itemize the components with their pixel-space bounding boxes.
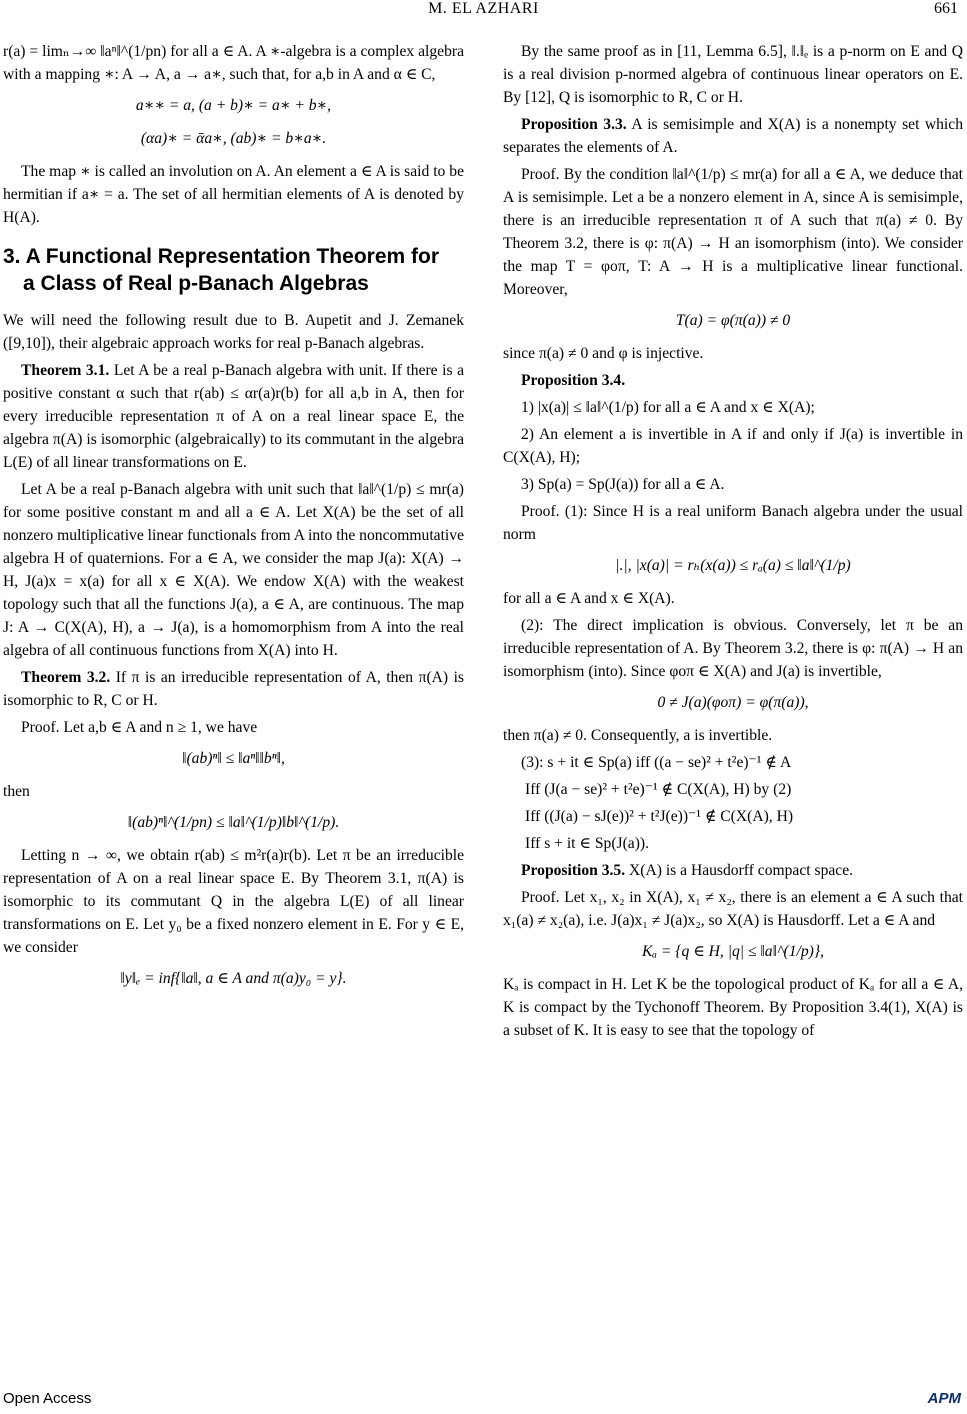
paragraph: The map ∗ is called an involution on A. An element a ∈ A is said to be hermitian if a∗ = a. The set of all hermitian elements of A is denoted by H(A).: [3, 163, 464, 226]
paragraph: By the same proof as in [11, Lemma 6.5], ‖.‖ₑ is a p-norm on E and Q is a real division p-normed algebra of continuous linear operators on E. By [12], Q is isomorphic to R, C or H.: [503, 43, 963, 106]
paragraph: for all a ∈ A and x ∈ X(A).: [503, 590, 675, 607]
list-item: 2) An element a is invertible in A if and only if J(a) is invertible in C(X(A), H);: [503, 426, 963, 466]
page-number: 661: [934, 0, 958, 17]
paragraph: We will need the following result due to B. Aupetit and J. Zemanek ([9,10]), their algebraic approach works for real p-Banach algebras.: [3, 312, 464, 352]
footer-open-access: Open Access: [3, 1390, 92, 1407]
theorem-text: Let A be a real p-Banach algebra with unit. If there is a positive constant α such that r(ab) ≤ αr(a)r(b) for all a,b in A, then for every irreducible representation π of A on a real linear space E, the algebra π(A) is isomorphic (algebraically) to its commutant in the algebra L(E) of all linear transformations on E.: [3, 362, 464, 471]
proof-step: Iff ((J(a) − sJ(e))² + t²J(e))⁻¹ ∉ C(X(A), H): [525, 808, 794, 825]
paragraph: Letting n → ∞, we obtain r(ab) ≤ m²r(a)r(b). Let π be an irreducible representation of A on a real linear space E. By Theorem 3.1, π(A) is isomorphic to its commutant Q in the algebra L(E) of all linear transformations on E. Let y₀ be a fixed nonzero element in E. For y ∈ E, we consider: [3, 847, 464, 956]
paragraph: r(a) = limₙ→∞ ‖aⁿ‖^(1/pn) for all a ∈ A. A ∗-algebra is a complex algebra with a mapping ∗: A → A, a → a∗, such that, for a,b in A and α ∈ C,: [3, 43, 464, 83]
paragraph: Proof. By the condition ‖a‖^(1/p) ≤ mr(a) for all a ∈ A, we deduce that A is semisimple. Let a be a nonzero element in A, since A is semisimple, there is an irreducible representation π of A such that π(a) ≠ 0. By Theorem 3.2, there is φ: π(A) → H an isomorphism (into). We consider the map T = φoπ, T: A → H is a multiplicative linear functional. Moreover,: [503, 166, 963, 298]
paragraph: Let A be a real p-Banach algebra with unit such that ‖a‖^(1/p) ≤ mr(a) for some positive constant m and all a ∈ A. Let X(A) be the set of all nonzero multiplicative linear functionals from A into the noncommutative algebra H of quaternions. For a ∈ A, we consider the map J(a): X(A) → H, J(a)x = x(a) for all x ∈ X(A). We endow X(A) with the weakest topology such that all the functions J(a), a ∈ A, are continuous. The map J: A → C(X(A), H), a → J(a), is a homomorphism from A into the real algebra of all continuous functions from X(A) into H.: [3, 481, 464, 659]
page-header: [0, 0, 967, 28]
theorem-label: Theorem 3.2.: [21, 669, 111, 686]
proposition: [503, 859, 963, 882]
list-item: 3) Sp(a) = Sp(J(a)) for all a ∈ A.: [521, 476, 725, 493]
right-column: [503, 40, 963, 1046]
proof-step: Iff (J(a − se)² + t²e)⁻¹ ∉ C(X(A), H) by (2): [525, 781, 792, 798]
theorem-label: Theorem 3.1.: [21, 362, 110, 379]
running-title: M. EL AZHARI: [428, 0, 539, 17]
section-heading-line-1: 3. A Functional Representation Theorem for: [3, 245, 439, 268]
equation: a∗∗ = a, (a + b)∗ = a∗ + b∗,: [135, 97, 332, 114]
equation: Kₐ = {q ∈ H, |q| ≤ ‖a‖^(1/p)},: [641, 943, 825, 960]
theorem: [3, 666, 464, 712]
left-column: [3, 40, 464, 1000]
equation: (αa)∗ = ᾱa∗, (ab)∗ = b∗a∗.: [140, 130, 327, 147]
proposition-label: Proposition 3.5.: [521, 862, 626, 879]
equation: ‖(ab)ⁿ‖^(1/pn) ≤ ‖a‖^(1/p)‖b‖^(1/p).: [127, 814, 340, 831]
paragraph: Proof. Let x₁, x₂ in X(A), x₁ ≠ x₂, there is an element a ∈ A such that x₁(a) ≠ x₂(a), i.e. J(a)x₁ ≠ J(a)x₂, so X(A) is Hausdorff. Let a ∈ A and: [503, 889, 963, 929]
section-heading: [3, 243, 464, 297]
page-footer: [0, 1386, 967, 1414]
equation: ‖(ab)ⁿ‖ ≤ ‖aⁿ‖‖bⁿ‖,: [182, 750, 285, 767]
paragraph: Proof. (1): Since H is a real uniform Banach algebra under the usual norm: [503, 503, 963, 543]
proposition-text: A is semisimple and X(A) is a nonempty set which separates the elements of A.: [503, 116, 963, 156]
section-heading-line-2: a Class of Real p-Banach Algebras: [23, 272, 369, 295]
proposition-text: X(A) is a Hausdorff compact space.: [625, 862, 854, 879]
proof-step: Iff s + it ∈ Sp(J(a)).: [525, 835, 649, 852]
paragraph: then: [3, 783, 30, 800]
paragraph: since π(a) ≠ 0 and φ is injective.: [503, 345, 704, 362]
proposition: [503, 113, 963, 159]
theorem-text: If π is an irreducible representation of A, then π(A) is isomorphic to R, C or H.: [3, 669, 464, 709]
equation: T(a) = φ(π(a)) ≠ 0: [675, 312, 791, 329]
paragraph: Kₐ is compact in H. Let K be the topological product of Kₐ for all a ∈ A, K is compact by the Tychonoff Theorem. By Proposition 3.4(1), X(A) is a subset of K. It is easy to see that the topology of: [503, 976, 963, 1039]
equation: ‖y‖ₑ = inf{‖a‖, a ∈ A and π(a)y₀ = y}.: [120, 970, 347, 987]
proposition-label: Proposition 3.4.: [521, 372, 626, 389]
list-item: 1) |x(a)| ≤ ‖a‖^(1/p) for all a ∈ A and x ∈ X(A);: [521, 399, 815, 416]
paragraph: Proof. Let a,b ∈ A and n ≥ 1, we have: [21, 719, 258, 736]
theorem: [3, 359, 464, 474]
equation: 0 ≠ J(a)(φoπ) = φ(π(a)),: [657, 694, 809, 711]
equation: |.|, |x(a)| = rₕ(x(a)) ≤ rₐ(a) ≤ ‖a‖^(1/p): [615, 557, 851, 574]
paragraph: then π(a) ≠ 0. Consequently, a is invertible.: [503, 727, 773, 744]
proof-step: (3): s + it ∈ Sp(a) iff ((a − se)² + t²e)⁻¹ ∉ A: [521, 754, 792, 771]
footer-journal: APM: [927, 1390, 961, 1407]
paragraph: (2): The direct implication is obvious. Conversely, let π be an irreducible representation of A. By Theorem 3.2, there is φ: π(A) → H an isomorphism (into). Since φoπ ∈ X(A) and J(a) is invertible,: [503, 617, 963, 680]
proposition-label: Proposition 3.3.: [521, 116, 627, 133]
